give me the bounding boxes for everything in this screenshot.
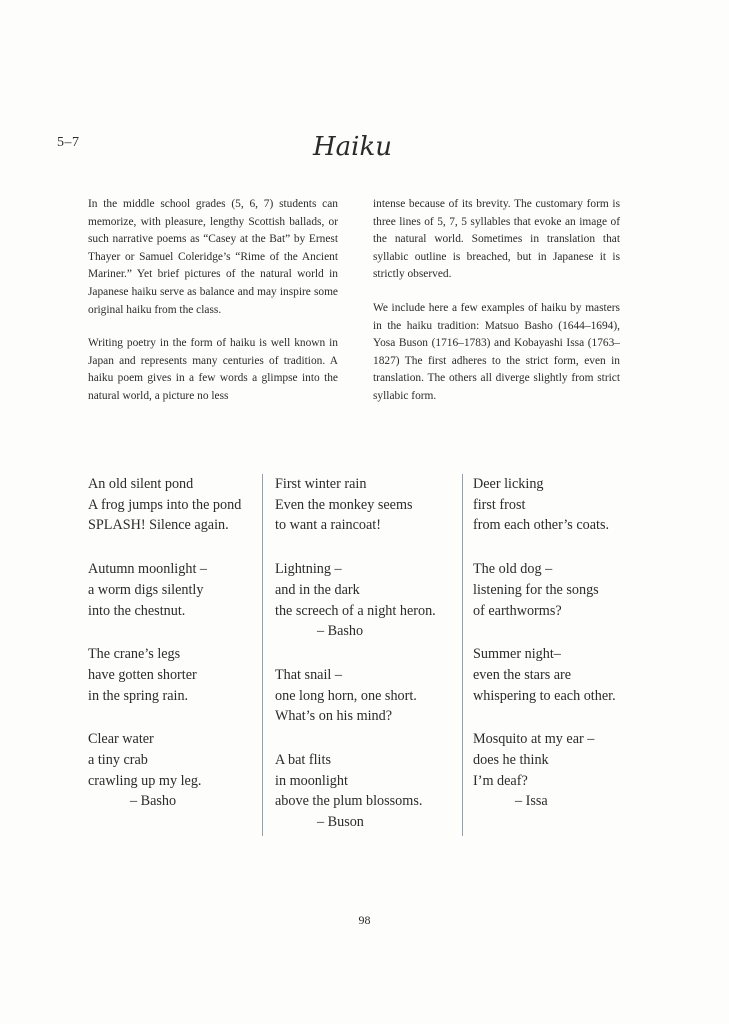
haiku-line: one long horn, one short. [275, 687, 417, 704]
haiku-line: the screech of a night heron. [275, 602, 436, 619]
haiku-line: and in the dark [275, 581, 360, 598]
intro-left-column [88, 196, 338, 422]
haiku-line: to want a raincoat! [275, 517, 381, 534]
intro-paragraph: intense because of its brevity. The customary form is three lines of 5, 7, 5 syllables that evoke an image of the natural world. Sometimes in translation that syllabic outline is breached, but in Japanese it is strictly observed. [373, 198, 620, 281]
haiku-line: even the stars are [473, 666, 572, 683]
haiku-line: above the plum blossoms. [275, 793, 423, 810]
haiku-attribution: – Basho [317, 623, 364, 640]
intro-right-column [373, 196, 620, 422]
page-title [0, 132, 729, 162]
haiku [275, 474, 455, 536]
haiku-attribution: – Buson [317, 814, 364, 831]
haiku-line: First winter rain [275, 476, 367, 492]
haiku-line: That snail – [275, 666, 342, 683]
haiku-line: A frog jumps into the pond [88, 496, 242, 513]
haiku-line: into the chestnut. [88, 602, 186, 619]
haiku [473, 559, 633, 621]
haiku-line: does he think [473, 752, 549, 769]
haiku-line: first frost [473, 496, 526, 513]
haiku [473, 644, 633, 706]
column-divider [462, 474, 463, 836]
haiku-line: Autumn moonlight – [88, 561, 208, 578]
page-number: 98 [358, 913, 371, 927]
haiku-line: listening for the songs [473, 581, 599, 598]
haiku-line: An old silent pond [88, 476, 194, 492]
grade-range: 5–7 [57, 135, 80, 150]
haiku [275, 559, 455, 642]
haiku-attribution: – Issa [515, 793, 548, 810]
haiku-line: The crane’s legs [88, 646, 181, 663]
haiku-column-mixed [275, 474, 455, 856]
title-text: Haiku [313, 132, 392, 162]
haiku-line: in the spring rain. [88, 687, 189, 704]
haiku-line: a tiny crab [88, 752, 148, 769]
haiku-line: The old dog – [473, 561, 553, 578]
haiku-line: I’m deaf? [473, 772, 528, 789]
haiku [88, 474, 258, 536]
haiku [88, 559, 258, 621]
haiku [88, 729, 258, 812]
haiku-line: crawling up my leg. [88, 772, 202, 789]
haiku-section [88, 474, 628, 836]
haiku-line: Clear water [88, 731, 154, 748]
haiku-line: SPLASH! Silence again. [88, 517, 229, 534]
haiku [473, 474, 633, 536]
haiku-line: in moonlight [275, 772, 348, 789]
haiku-line: A bat flits [275, 752, 331, 769]
haiku [275, 750, 455, 833]
intro-paragraph: We include here a few examples of haiku by masters in the haiku tradition: Matsuo Basho (1644–1694), Yosa Buson (1716–1783) and Kobayashi Issa (1763–1827) The first adheres to the strict form, even in translation. The others all diverge slightly from strict syllabic form. [373, 301, 620, 402]
haiku-line: Deer licking [473, 476, 544, 492]
intro-paragraph: Writing poetry in the form of haiku is well known in Japan and represents many centuries of tradition. A haiku poem gives in a few words a glimpse into the natural world, a picture no less [88, 337, 338, 402]
haiku [473, 729, 633, 812]
column-divider [262, 474, 263, 836]
haiku-line: have gotten shorter [88, 666, 197, 683]
haiku-column-basho [88, 474, 258, 835]
haiku-line: a worm digs silently [88, 581, 204, 598]
haiku [275, 665, 455, 727]
haiku-column-issa [473, 474, 633, 835]
haiku-line: of earthworms? [473, 602, 562, 619]
haiku [88, 644, 258, 706]
haiku-line: from each other’s coats. [473, 517, 610, 534]
haiku-line: Lightning – [275, 561, 342, 578]
haiku-attribution: – Basho [130, 793, 177, 810]
haiku-line: What’s on his mind? [275, 708, 393, 725]
intro-paragraph: In the middle school grades (5, 6, 7) students can memorize, with pleasure, lengthy Scottish ballads, or such narrative poems as “Casey at the Bat” by Ernest Thayer or Samuel Coleridge’s “Rime of the Ancient Mariner.” Yet brief pictures of the natural world in Japanese haiku serve as balance and may inspire some original haiku from the class. [88, 198, 338, 316]
haiku-line: Mosquito at my ear – [473, 731, 595, 748]
haiku-line: Even the monkey seems [275, 496, 413, 513]
haiku-line: whispering to each other. [473, 687, 616, 704]
haiku-line: Summer night– [473, 646, 561, 663]
